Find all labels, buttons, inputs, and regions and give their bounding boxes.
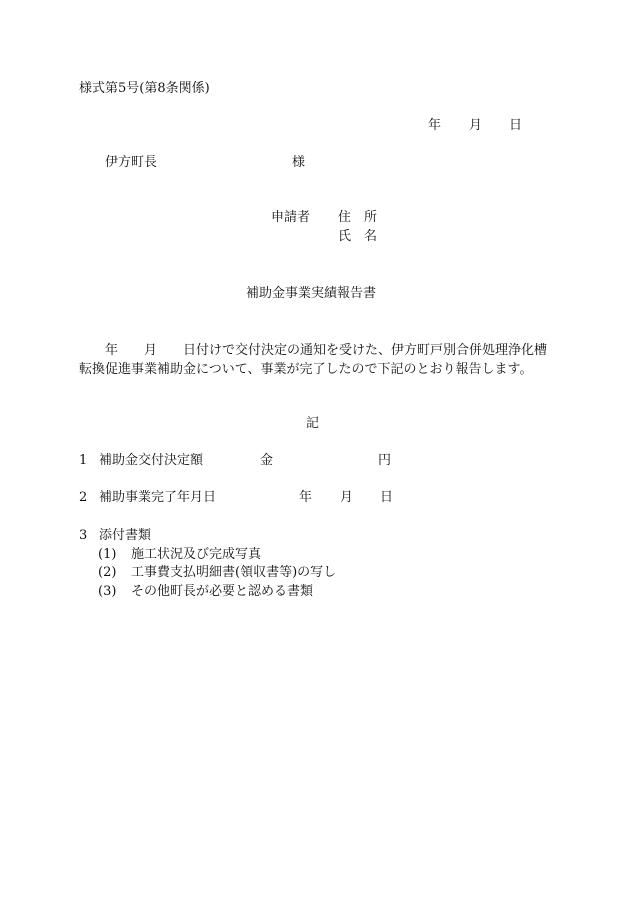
addressee-suffix: 様 <box>292 155 306 170</box>
item3-sub3-text: その他町長が必要と認める書類 <box>131 584 314 599</box>
item3-sub1-number: (1) <box>98 547 117 562</box>
item1-yen: 円 <box>378 453 392 468</box>
form-number: 様式第5号(第8条関係) <box>79 81 210 96</box>
body-paragraph: 年 月 日付けで交付決定の通知を受けた、伊方町戸別合併処理浄化槽転換促進事業補助金について、事業が完了したので下記のとおり報告します。 <box>79 343 548 377</box>
item2-month: 月 <box>340 490 354 505</box>
item2-year: 年 <box>299 490 313 505</box>
item3-sub3-number: (3) <box>98 584 117 599</box>
item3-label: 添付書類 <box>99 528 152 543</box>
item1-label: 補助金交付決定額 <box>99 453 204 468</box>
ki-heading: 記 <box>306 416 320 431</box>
applicant-name-label: 氏 名 <box>338 229 378 244</box>
item3-sub1-text: 施工状況及び完成写真 <box>131 547 262 562</box>
item2-label: 補助事業完了年月日 <box>99 490 217 505</box>
item3-sub2-number: (2) <box>98 565 117 580</box>
addressee-name: 伊方町長 <box>105 155 158 170</box>
applicant-address-label: 住 所 <box>338 210 378 225</box>
item1-number: 1 <box>79 453 88 468</box>
item2-day: 日 <box>380 490 394 505</box>
item3-sub2-text: 工事費支払明細書(領収書等)の写し <box>131 565 337 580</box>
applicant-label: 申請者 <box>271 210 311 225</box>
item1-kin: 金 <box>260 453 274 468</box>
item2-number: 2 <box>79 490 88 505</box>
document-title: 補助金事業実績報告書 <box>246 286 377 301</box>
date-day-label: 日 <box>509 118 523 133</box>
item3-number: 3 <box>79 528 88 543</box>
date-month-label: 月 <box>469 118 483 133</box>
date-year-label: 年 <box>428 118 442 133</box>
